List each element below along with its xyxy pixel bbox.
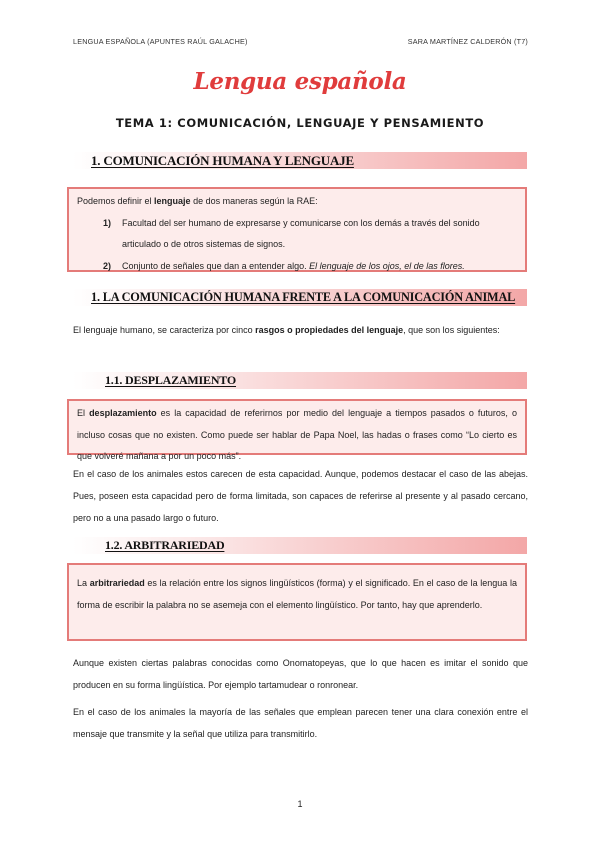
section-heading-text: 1.2. ARBITRARIEDAD — [105, 538, 225, 552]
definition-item-1: 1) Facultad del ser humano de expresarse y comunicarse con los demás a través del sonido articulado o de otros sistemas de signos. — [103, 217, 480, 249]
animals-paragraph-1: En el caso de los animales estos carecen de esta capacidad. Aunque, podemos destacar el caso de las abejas. Pues, poseen esta capacidad pero de forma limitada, son capaces de referirse al presente y al pasado cercano, pero no a una pasado largo o futuro. — [73, 469, 528, 523]
section-heading-text: 1.1. DESPLAZAMIENTO — [105, 373, 237, 387]
definition-intro: Podemos definir el lenguaje de dos maneras según la RAE: — [77, 196, 318, 206]
header-right: SARA MARTÍNEZ CALDERÓN (T7) — [407, 37, 528, 46]
onomatopoeia-paragraph: Aunque existen ciertas palabras conocidas como Onomatopeyas, que lo que hacen es imitar el sonido que producen en su forma lingüística. Por ejemplo tartamudear o ronronear. — [73, 658, 528, 690]
document-title: Lengua española — [193, 68, 407, 95]
section-heading-1 — [73, 152, 527, 169]
section-heading-text: 1. LA COMUNICACIÓN HUMANA FRENTE A LA COMUNICACIÓN ANIMAL — [91, 290, 516, 304]
desplazamiento-box — [67, 399, 527, 461]
topic-title: TEMA 1: COMUNICACIÓN, LENGUAJE Y PENSAMIENTO — [115, 116, 485, 130]
page-number: 1 — [297, 799, 303, 809]
definition-item-2: 2) Conjunto de señales que dan a entender algo. El lenguaje de los ojos, el de las flores. — [103, 260, 465, 271]
subsection-heading-desplazamiento — [73, 372, 527, 389]
animals-paragraph-2: En el caso de los animales la mayoría de las señales que emplean parecen tener una clara conexión entre el mensaje que transmite y la señal que utiliza para transmitirlo. — [73, 707, 528, 739]
arbitrariedad-text: La arbitrariedad es la relación entre los signos lingüísticos (forma) y el significado. En el caso de la lengua la forma de escribir la palabra no se asemeja con el elemento lingüístico. Por tanto, hay que aprenderlo. — [77, 578, 517, 610]
subsection-heading-arbitrariedad — [73, 537, 527, 554]
section-heading-2 — [73, 289, 527, 306]
definition-box — [67, 187, 527, 272]
arbitrariedad-box — [67, 563, 527, 641]
intro-paragraph: El lenguaje humano, se caracteriza por cinco rasgos o propiedades del lenguaje, que son los siguientes: — [73, 325, 500, 335]
desplazamiento-text: El desplazamiento es la capacidad de referirnos por medio del lenguaje a tiempos pasados o futuros, o incluso cosas que no existen. Como puede ser hablar de Papa Noel, las hadas o frases como “Lo cierto es que volveré mañana a por un poco más”. — [77, 408, 517, 461]
section-heading-text: 1. COMUNICACIÓN HUMANA Y LENGUAJE — [91, 153, 354, 168]
header-left: LENGUA ESPAÑOLA (APUNTES RAÚL GALACHE) — [73, 37, 248, 46]
